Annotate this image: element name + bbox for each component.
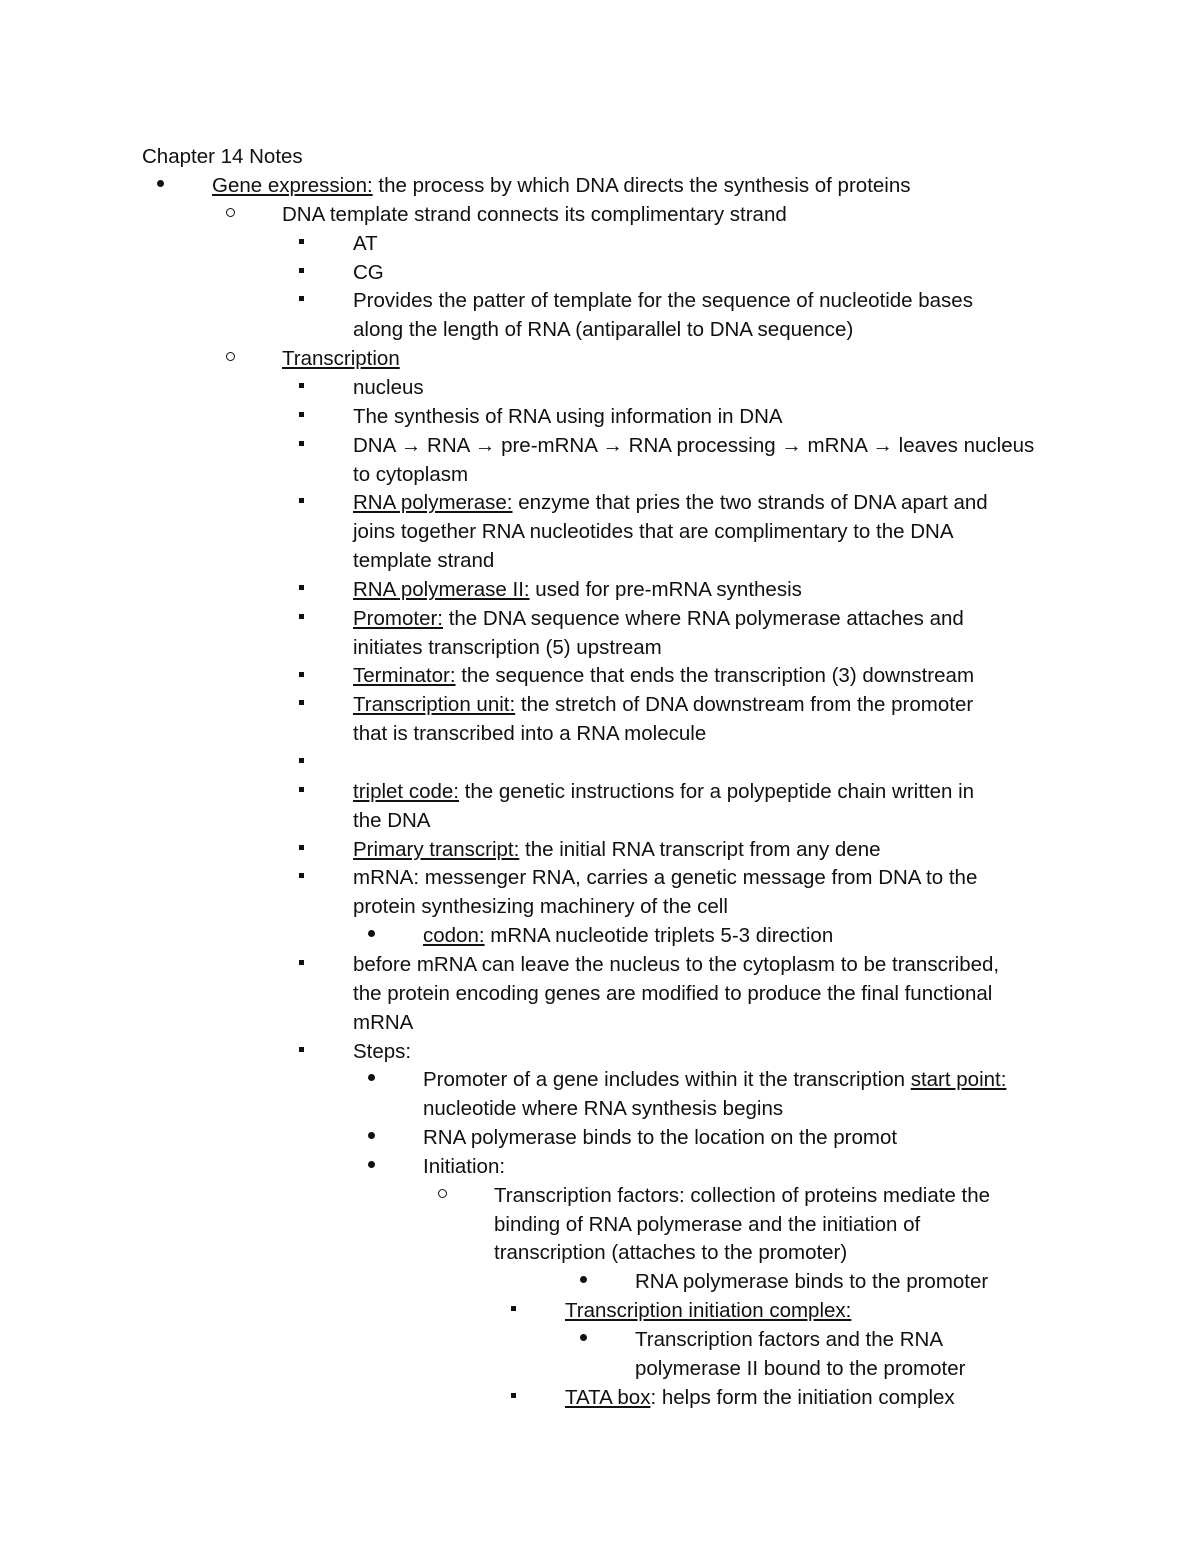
- defined-term: Gene expression:: [212, 174, 373, 197]
- line-text: the DNA: [353, 808, 431, 832]
- outline-line: [353, 864, 977, 893]
- outline-line: [353, 316, 853, 345]
- square-bullet-icon: [281, 287, 321, 316]
- line-text: mRNA: [353, 1010, 414, 1034]
- outline-line: [353, 374, 424, 403]
- circle-bullet-icon: [210, 345, 250, 374]
- outline-line: [353, 778, 974, 807]
- line-text: the DNA sequence where RNA polymerase attaches and: [443, 606, 964, 630]
- square-bullet-icon: [281, 778, 321, 807]
- square-bullet-icon: [281, 576, 321, 605]
- defined-term: Primary transcript:: [353, 837, 520, 861]
- line-text: mRNA: messenger RNA, carries a genetic message from DNA to the: [353, 866, 978, 890]
- outline-line: [353, 518, 954, 547]
- outline-line: [353, 461, 468, 490]
- square-bullet-icon: [281, 951, 321, 980]
- dot-bullet-icon: [351, 1124, 391, 1153]
- outline-line: [353, 662, 974, 691]
- line-text: the stretch of DNA downstream from the promoter: [515, 693, 974, 717]
- line-text: DNA → RNA → pre-mRNA → RNA processing → mRNA → leaves nucleus: [353, 433, 1035, 457]
- defined-term: start point:: [910, 1068, 1007, 1092]
- outline-line: [353, 547, 494, 576]
- outline-line: [353, 1009, 413, 1038]
- line-text: transcription (attaches to the promoter): [494, 1241, 848, 1265]
- square-bullet-icon: [281, 432, 321, 461]
- outline-line: [423, 1124, 897, 1153]
- line-text: joins together RNA nucleotides that are complimentary to the DNA: [353, 520, 954, 544]
- line-text: RNA polymerase binds to the location on the promot: [423, 1126, 898, 1150]
- line-text: polymerase II bound to the promoter: [635, 1356, 966, 1380]
- line-text: initiates transcription (5) upstream: [353, 635, 662, 659]
- defined-term: Transcription: [282, 347, 400, 371]
- outline-line: [494, 1211, 920, 1240]
- outline-line: [353, 893, 728, 922]
- line-text: to cytoplasm: [353, 462, 469, 486]
- outline-line: [353, 634, 662, 663]
- line-text: nucleus: [353, 375, 424, 399]
- outline-line: [565, 1297, 851, 1326]
- dot-bullet-icon: [351, 922, 391, 951]
- line-text: nucleotide where RNA synthesis begins: [423, 1097, 784, 1121]
- line-text: Steps:: [353, 1039, 412, 1063]
- square-bullet-icon: [493, 1384, 533, 1413]
- square-bullet-icon: [281, 662, 321, 691]
- outline-line: [353, 720, 706, 749]
- circle-bullet-icon: [210, 201, 250, 230]
- outline-line: [494, 1239, 847, 1268]
- square-bullet-icon: [281, 691, 321, 720]
- square-bullet-icon: [281, 864, 321, 893]
- line-text: used for pre-mRNA synthesis: [529, 577, 802, 601]
- outline-line: [565, 1384, 955, 1413]
- line-text: the genetic instructions for a polypeptide chain written in: [458, 779, 975, 803]
- outline-line: [212, 172, 911, 201]
- dot-bullet-icon: [351, 1066, 391, 1095]
- outline-line: [353, 576, 802, 605]
- square-bullet-icon: [493, 1297, 533, 1326]
- defined-term: triplet code:: [353, 779, 459, 803]
- outline-line: [635, 1268, 988, 1297]
- circle-bullet-icon: [422, 1182, 462, 1211]
- outline-line: [353, 691, 973, 720]
- square-bullet-icon: [281, 605, 321, 634]
- page-title: Chapter 14 Notes: [142, 145, 303, 168]
- line-text: mRNA nucleotide triplets 5-3 direction: [484, 924, 834, 948]
- line-text: before mRNA can leave the nucleus to the cytoplasm to be transcribed,: [353, 952, 1000, 976]
- line-text: CG: [353, 260, 384, 284]
- line-text: along the length of RNA (antiparallel to DNA sequence): [353, 318, 854, 342]
- line-text: DNA template strand connects its complimentary strand: [282, 202, 787, 226]
- line-text: binding of RNA polymerase and the initiation of: [494, 1212, 921, 1236]
- square-bullet-icon: [281, 374, 321, 403]
- line-text: the sequence that ends the transcription (3) downstream: [455, 664, 975, 688]
- square-bullet-icon: [281, 259, 321, 288]
- defined-term: Transcription initiation complex:: [565, 1299, 852, 1323]
- outline-line: [423, 1066, 1006, 1095]
- outline-line: [353, 605, 964, 634]
- outline-line: [423, 1095, 783, 1124]
- line-text: Transcription factors: collection of proteins mediate the: [494, 1183, 991, 1207]
- defined-term: RNA polymerase:: [353, 491, 513, 515]
- defined-term: Terminator:: [353, 664, 456, 688]
- square-bullet-icon: [281, 489, 321, 518]
- line-text: protein synthesizing machinery of the cell: [353, 895, 728, 919]
- defined-term: codon:: [423, 924, 485, 948]
- line-text: : helps form the initiation complex: [650, 1385, 955, 1409]
- outline-line: [353, 951, 999, 980]
- defined-term: Promoter:: [353, 606, 443, 630]
- outline-line: [353, 287, 973, 316]
- line-text: Promoter of a gene includes within it the transcription: [423, 1068, 911, 1092]
- dot-bullet-icon: [563, 1268, 603, 1297]
- line-text: The synthesis of RNA using information in DNA: [353, 404, 783, 428]
- outline-line: [353, 980, 992, 1009]
- square-bullet-icon: [281, 230, 321, 259]
- square-bullet-icon: [281, 1038, 321, 1067]
- outline-line: [353, 230, 378, 259]
- outline-line: [635, 1355, 965, 1384]
- line-text: enzyme that pries the two strands of DNA apart and: [512, 491, 988, 515]
- dot-bullet-icon: [351, 1153, 391, 1182]
- dot-bullet-icon: [140, 172, 180, 201]
- line-text: RNA polymerase binds to the promoter: [635, 1270, 989, 1294]
- outline-line: [494, 1182, 990, 1211]
- square-bullet-icon: [281, 403, 321, 432]
- line-text: the process by which DNA directs the synthesis of proteins: [372, 174, 911, 197]
- outline-line: [353, 836, 881, 865]
- outline-line: [353, 259, 384, 288]
- dot-bullet-icon: [563, 1326, 603, 1355]
- line-text: Transcription factors and the RNA: [635, 1328, 944, 1351]
- line-text: the protein encoding genes are modified to produce the final functional: [353, 981, 993, 1005]
- outline-line: [282, 201, 787, 230]
- line-text: that is transcribed into a RNA molecule: [353, 722, 707, 746]
- defined-term: TATA box: [565, 1385, 651, 1409]
- outline-line: [353, 489, 988, 518]
- line-text: Initiation:: [423, 1154, 506, 1178]
- line-text: template strand: [353, 549, 495, 573]
- outline-line: [635, 1326, 943, 1355]
- defined-term: RNA polymerase II:: [353, 577, 530, 601]
- outline-line: [353, 807, 430, 836]
- line-text: the initial RNA transcript from any dene: [519, 837, 881, 861]
- outline-line: [282, 345, 400, 374]
- square-bullet-icon: [281, 749, 321, 778]
- outline-line: [353, 432, 1034, 461]
- line-text: AT: [353, 231, 378, 255]
- line-text: Provides the patter of template for the sequence of nucleotide bases: [353, 289, 973, 313]
- defined-term: Transcription unit:: [353, 693, 516, 717]
- outline-line: [423, 922, 833, 951]
- outline-line: [423, 1153, 505, 1182]
- outline-line: [353, 1038, 411, 1067]
- outline-line: [353, 403, 783, 432]
- square-bullet-icon: [281, 836, 321, 865]
